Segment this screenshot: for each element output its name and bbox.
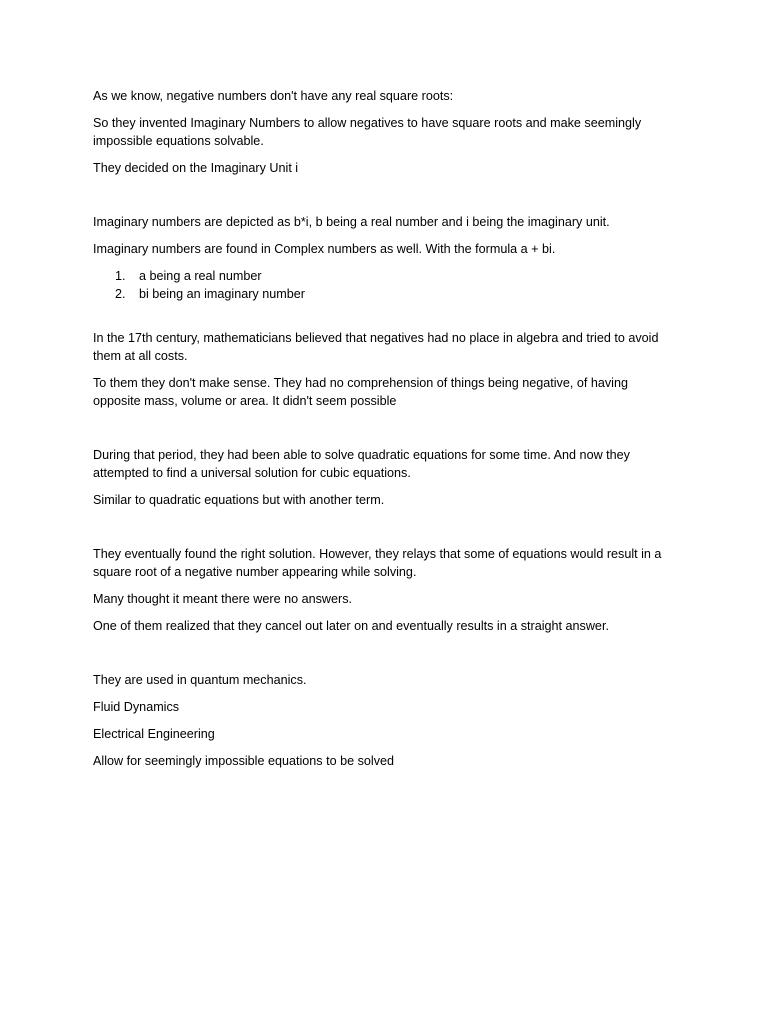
paragraph-fluid-dynamics: Fluid Dynamics — [93, 700, 180, 714]
paragraph-no-answers: Many thought it meant there were no answers. — [93, 592, 353, 606]
paragraph-17th-century: In the 17th century, mathematicians believed that negatives had no place in algebra and tried to avoid them at all costs. — [93, 331, 659, 363]
paragraph-intro: As we know, negative numbers don't have any real square roots: — [93, 89, 454, 103]
list-item-text: a being a real number — [139, 269, 262, 283]
paragraph-cubic: Similar to quadratic equations but with another term. — [93, 493, 385, 507]
paragraph-depiction: Imaginary numbers are depicted as b*i, b being a real number and i being the imaginary unit. — [93, 215, 610, 229]
paragraph-solution: They eventually found the right solution. However, they relays that some of equations would result in a square root of a negative number appearing while solving. — [93, 547, 662, 579]
paragraph-no-sense: To them they don't make sense. They had no comprehension of things being negative, of having opposite mass, volume or area. It didn't seem possible — [93, 376, 628, 408]
paragraph-quantum: They are used in quantum mechanics. — [93, 673, 307, 687]
numbered-list — [93, 267, 673, 303]
paragraph-complex-numbers: Imaginary numbers are found in Complex numbers as well. With the formula a + bi. — [93, 242, 556, 256]
list-item-text: bi being an imaginary number — [139, 287, 305, 301]
paragraph-cancel-out: One of them realized that they cancel out later on and eventually results in a straight answer. — [93, 619, 609, 633]
list-item-number: 2. — [115, 287, 126, 301]
list-item-number: 1. — [115, 269, 126, 283]
list-item — [93, 267, 673, 285]
paragraph-invention: So they invented Imaginary Numbers to allow negatives to have square roots and make seemingly impossible equations solvable. — [93, 116, 642, 148]
paragraph-electrical: Electrical Engineering — [93, 727, 215, 741]
paragraph-impossible-equations: Allow for seemingly impossible equations to be solved — [93, 754, 395, 768]
paragraph-quadratic: During that period, they had been able to solve quadratic equations for some time. And now they attempted to find a universal solution for cubic equations. — [93, 448, 630, 480]
list-item — [93, 285, 673, 303]
paragraph-imaginary-unit: They decided on the Imaginary Unit i — [93, 161, 299, 175]
document-body — [93, 87, 673, 770]
